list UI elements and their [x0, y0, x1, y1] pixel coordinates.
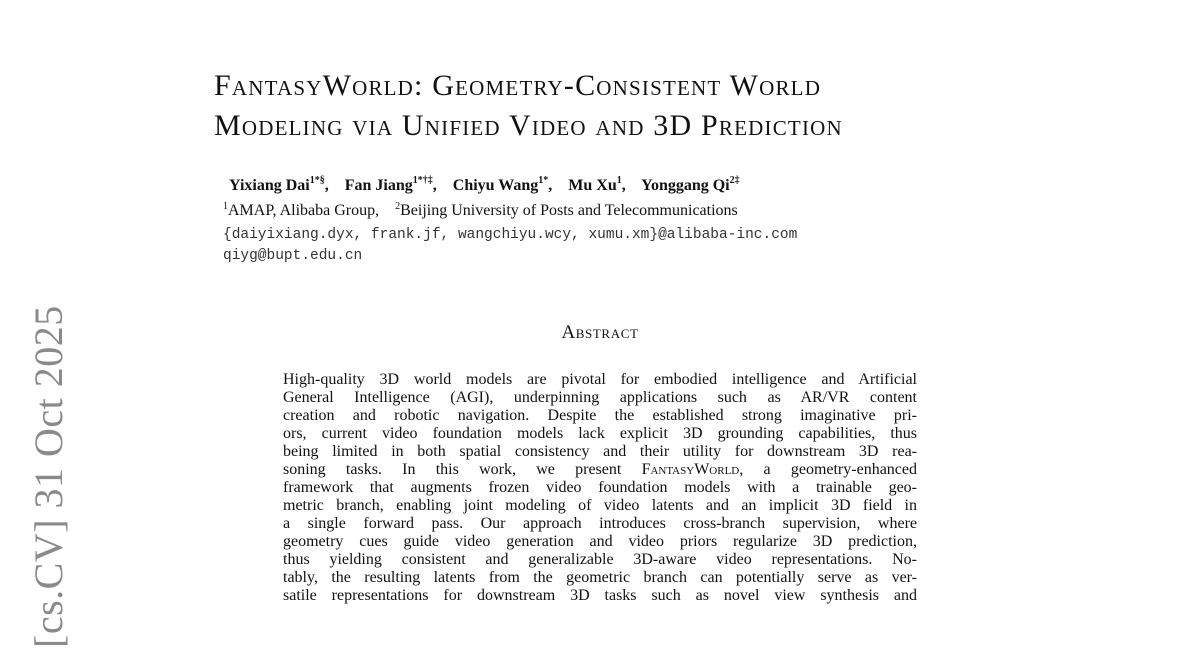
author: Yonggang $Qi^{2\ddagger}$	[641, 175, 740, 194]
abstract-line: tably, the resulting latents from the geometric branch can potentially serve as ver-	[283, 569, 917, 586]
abstract-line: geometry cues guide video generation and video priors regularize 3D prediction,	[283, 533, 917, 550]
author-marks: 2‡	[729, 175, 740, 186]
abstract-line: soning tasks. In this work, we present FantasyWorld, a geometry-enhanced	[283, 461, 917, 478]
paper-title	[214, 66, 1014, 146]
author-marks: 1	[616, 175, 622, 186]
affiliation-list	[223, 201, 750, 221]
affiliation: $^2$Beijing University of Posts and Telecommunications	[395, 201, 738, 219]
author: Fan Jiang$^{1*\dagger\ddagger}$,	[344, 175, 437, 194]
abstract-line: High-quality 3D world models are pivotal for embodied intelligence and Artificial	[283, 371, 917, 388]
author-marks: 1*†‡	[412, 175, 433, 186]
author: Chiyu Wang$^{1*}$,	[452, 175, 553, 194]
abstract-line: thus yielding consistent and generalizable 3D-aware video representations. No-	[283, 551, 917, 568]
abstract-line: metric branch, enabling joint modeling of video latents and an implicit 3D field in	[283, 497, 917, 514]
method-name: FantasyWorld	[641, 461, 740, 478]
email-line: {daiyixiang.dyx, frank.jf, wangchiyu.wcy, xumu.xm}@alibaba-inc.com	[223, 227, 798, 243]
title-line-2: Modeling via Unified Video and 3D Prediction	[214, 109, 843, 142]
author-marks: 1*§	[309, 175, 325, 186]
abstract-line: satile representations for downstream 3D tasks such as novel view synthesis and	[283, 587, 917, 604]
abstract-line: framework that augments frozen video foundation models with a trainable geo-	[283, 479, 917, 496]
author-list	[229, 176, 752, 196]
title-line-1: FantasyWorld: Geometry-Consistent World	[214, 69, 822, 102]
author: Yixiang Dai$^{1*\S}$,	[229, 175, 329, 194]
arxiv-side-stamp: [cs.CV] 31 Oct 2025	[26, 305, 71, 648]
abstract-heading: Abstract	[561, 322, 639, 343]
author-marks: 1*	[538, 175, 549, 186]
abstract-line: a single forward pass. Our approach introduces cross-branch supervision, where	[283, 515, 917, 532]
abstract-line: being limited in both spatial consistency and their utility for downstream 3D rea-	[283, 443, 917, 460]
author: Mu Xu$^1$,	[568, 175, 626, 194]
abstract-line: ors, current video foundation models lack explicit 3D grounding capabilities, thus	[283, 425, 917, 442]
email-line: qiyg@bupt.edu.cn	[223, 248, 363, 264]
abstract-line: General Intelligence (AGI), underpinning applications such as AR/VR content	[283, 389, 917, 406]
affiliation: $^1$AMAP, Alibaba Group,	[223, 201, 380, 219]
abstract-line: creation and robotic navigation. Despite the established strong imaginative pri-	[283, 407, 917, 424]
